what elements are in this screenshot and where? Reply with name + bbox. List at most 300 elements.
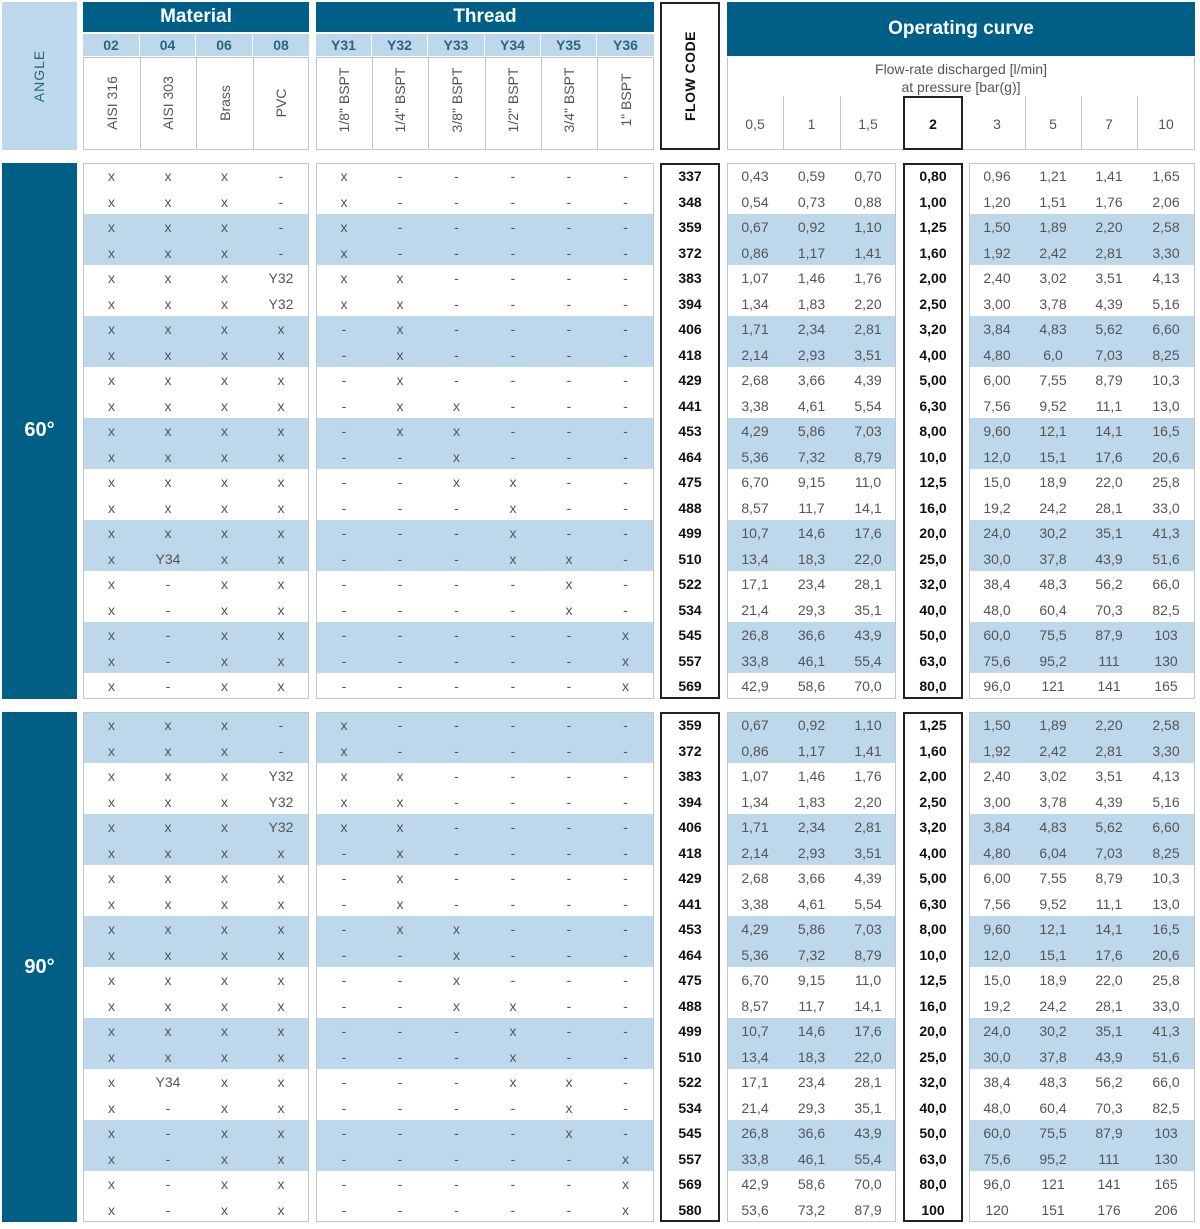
flow-rate-value: 21,4	[741, 601, 769, 618]
material-availability: x	[164, 1048, 172, 1065]
flow-rate-value: 1,25	[919, 717, 947, 733]
flow-rate-value: 176	[1097, 1201, 1121, 1218]
thread-availability: -	[566, 295, 572, 312]
pressure-label: 3	[993, 116, 1001, 132]
thread-availability: -	[623, 946, 628, 963]
thread-availability: -	[510, 742, 516, 759]
thread-availability: -	[454, 219, 459, 235]
flow-rate-value: 22,0	[854, 550, 882, 567]
material-availability: x	[164, 474, 172, 490]
flow-rate-value: 10,0	[919, 946, 947, 963]
thread-availability: -	[341, 1125, 347, 1141]
flow-rate-value: 4,39	[854, 372, 882, 388]
material-availability: x	[277, 1023, 285, 1039]
flow-rate-value: 1,20	[983, 193, 1011, 210]
operating-curve-title: Operating curve	[888, 18, 1034, 39]
thread-availability: x	[509, 499, 517, 516]
thread-availability: x	[453, 448, 460, 465]
flow-code-value: 406	[678, 819, 702, 835]
flow-rate-value: 36,6	[797, 627, 826, 643]
thread-availability: -	[566, 793, 572, 810]
material-availability: x	[164, 499, 172, 516]
material-availability: x	[221, 742, 228, 759]
thread-availability: -	[397, 1150, 403, 1167]
flow-rate-value: 58,6	[797, 1176, 826, 1192]
flow-rate-value: 25,8	[1152, 972, 1180, 988]
material-header	[83, 2, 309, 32]
thread-availability: -	[397, 997, 403, 1014]
thread-availability: -	[341, 1099, 347, 1116]
material-availability: x	[108, 550, 115, 567]
flow-rate-value: 8,00	[919, 423, 947, 439]
material-availability: x	[221, 1201, 228, 1218]
material-availability: x	[108, 1048, 115, 1065]
pressure-label: 10	[1158, 116, 1174, 132]
flow-rate-value: 24,2	[1039, 997, 1067, 1014]
material-availability: x	[221, 1125, 228, 1141]
flow-rate-value: 5,54	[854, 895, 882, 912]
material-availability: -	[165, 627, 171, 643]
material-availability: -	[165, 652, 171, 669]
thread-availability: -	[510, 1176, 516, 1192]
flow-rate-value: 2,93	[797, 346, 826, 363]
flow-rate-value: 1,10	[854, 717, 882, 733]
flow-rate-value: 0,67	[741, 717, 769, 733]
thread-availability: -	[566, 921, 572, 937]
thread-availability: -	[397, 1023, 403, 1039]
flow-rate-value: 58,6	[797, 678, 826, 694]
flow-rate-value: 3,84	[983, 819, 1011, 835]
flow-rate-value: 2,68	[741, 870, 769, 886]
flow-rate-value: 1,21	[1039, 168, 1067, 184]
thread-availability: -	[510, 921, 516, 937]
flow-rate-value: 1,65	[1152, 168, 1180, 184]
material-availability: x	[108, 1150, 115, 1167]
material-availability: x	[277, 550, 285, 567]
material-availability: x	[108, 793, 115, 810]
thread-availability: -	[397, 627, 403, 643]
material-availability: x	[221, 168, 228, 184]
flow-rate-value: 40,0	[919, 601, 947, 618]
material-name-label: AISI 316	[103, 76, 120, 130]
flow-rate-value: 3,00	[983, 295, 1011, 312]
flow-rate-value: 95,2	[1039, 1150, 1067, 1167]
column-divider	[1137, 96, 1138, 150]
flow-rate-value: 43,9	[854, 627, 882, 643]
thread-availability: -	[454, 1023, 459, 1039]
flow-rate-value: 206	[1154, 1201, 1178, 1218]
flow-rate-value: 10,3	[1152, 372, 1180, 388]
flow-rate-value: 4,39	[854, 870, 882, 886]
flow-rate-value: 9,60	[983, 921, 1011, 937]
column-divider	[372, 57, 373, 150]
thread-availability: -	[454, 627, 459, 643]
flow-rate-value: 32,0	[919, 1074, 947, 1090]
material-availability: -	[278, 168, 284, 184]
thread-availability: -	[454, 819, 459, 835]
flow-rate-value: 3,20	[919, 321, 947, 337]
material-availability: x	[108, 499, 115, 516]
thread-availability: -	[341, 1023, 347, 1039]
material-availability: x	[277, 372, 285, 388]
flow-rate-value: 28,1	[1095, 499, 1123, 516]
material-availability: x	[108, 423, 115, 439]
material-availability: x	[221, 244, 228, 261]
material-availability: x	[164, 270, 172, 286]
thread-availability: x	[509, 474, 517, 490]
material-availability: x	[277, 601, 285, 618]
flow-rate-value: 11,1	[1095, 397, 1123, 414]
material-availability: x	[108, 1023, 115, 1039]
material-availability: x	[164, 844, 172, 861]
flow-rate-value: 8,79	[854, 448, 882, 465]
flow-rate-value: 8,57	[741, 997, 769, 1014]
thread-availability: -	[454, 1150, 459, 1167]
thread-availability: x	[396, 921, 404, 937]
flow-rate-value: 0,54	[741, 193, 769, 210]
thread-availability: x	[396, 793, 404, 810]
thread-availability: -	[454, 525, 459, 541]
material-availability: x	[277, 1048, 285, 1065]
material-availability: x	[221, 844, 228, 861]
material-availability: x	[221, 295, 228, 312]
flow-rate-value: 2,20	[1095, 717, 1123, 733]
thread-availability: x	[622, 1150, 629, 1167]
thread-availability: -	[510, 717, 516, 733]
material-availability: x	[108, 921, 115, 937]
thread-availability: -	[454, 1074, 459, 1090]
thread-availability: -	[623, 525, 628, 541]
flow-rate-value: 21,4	[741, 1099, 769, 1116]
material-name-label: Brass	[216, 85, 233, 121]
flow-code-value: 545	[678, 1125, 702, 1141]
material-availability: x	[164, 321, 172, 337]
material-code-cell: 04	[140, 34, 195, 56]
flow-rate-value: 63,0	[919, 652, 947, 669]
thread-availability: x	[340, 793, 348, 810]
material-code-cell: 08	[253, 34, 309, 56]
thread-availability: -	[341, 397, 347, 414]
material-availability: -	[278, 219, 284, 235]
flow-rate-value: 1,71	[741, 819, 769, 835]
flow-rate-value: 0,80	[919, 168, 947, 184]
flow-rate-value: 87,9	[1095, 627, 1123, 643]
material-availability: -	[165, 1099, 171, 1116]
flow-rate-value: 33,0	[1152, 997, 1180, 1014]
flow-rate-value: 38,4	[983, 1074, 1011, 1090]
flow-code-value: 441	[678, 895, 702, 912]
flow-rate-value: 121	[1041, 678, 1065, 694]
flow-rate-value: 22,0	[854, 1048, 882, 1065]
thread-availability: x	[396, 895, 404, 912]
flow-code-value: 453	[678, 921, 702, 937]
thread-availability: -	[510, 295, 516, 312]
flow-rate-value: 4,83	[1039, 819, 1067, 835]
flow-rate-value: 7,56	[983, 397, 1011, 414]
thread-availability: -	[397, 244, 403, 261]
flow-rate-value: 10,7	[741, 1023, 769, 1039]
thread-availability: x	[396, 346, 404, 363]
thread-availability: x	[453, 921, 460, 937]
flow-code-value: 394	[678, 295, 702, 312]
material-availability: x	[221, 793, 228, 810]
thread-availability: -	[454, 270, 459, 286]
thread-availability: -	[510, 321, 516, 337]
flow-rate-value: 70,0	[854, 1176, 882, 1192]
thread-availability: x	[622, 652, 629, 669]
material-availability: x	[164, 946, 172, 963]
thread-availability: -	[341, 576, 347, 592]
flow-code-header	[660, 2, 720, 150]
material-availability: x	[108, 244, 115, 261]
thread-availability: -	[510, 601, 516, 618]
thread-availability: -	[454, 601, 459, 618]
flow-rate-value: 2,06	[1152, 193, 1180, 210]
flow-rate-value: 82,5	[1152, 601, 1180, 618]
material-availability: x	[164, 972, 172, 988]
thread-availability: -	[397, 717, 403, 733]
material-availability: x	[277, 1176, 285, 1192]
thread-availability: -	[397, 474, 403, 490]
thread-availability: -	[397, 678, 403, 694]
material-availability: x	[108, 1099, 115, 1116]
flow-rate-value: 51,6	[1152, 550, 1180, 567]
material-availability: x	[221, 499, 228, 516]
flow-code-value: 383	[678, 768, 702, 784]
flow-rate-value: 4,61	[797, 397, 826, 414]
flow-rate-value: 6,04	[1039, 844, 1067, 861]
flow-rate-value: 4,29	[741, 423, 769, 439]
thread-availability: x	[396, 295, 404, 312]
thread-availability: -	[454, 895, 459, 912]
flow-rate-value: 30,0	[983, 550, 1011, 567]
flow-rate-value: 13,4	[741, 550, 769, 567]
flow-rate-value: 1,71	[741, 321, 769, 337]
flow-rate-value: 15,0	[983, 474, 1011, 490]
flow-rate-value: 10,3	[1152, 870, 1180, 886]
thread-availability: -	[397, 1201, 403, 1218]
thread-availability: x	[340, 717, 348, 733]
thread-availability: -	[454, 717, 459, 733]
thread-availability: -	[623, 321, 628, 337]
thread-availability: -	[566, 321, 572, 337]
flow-rate-value: 2,42	[1039, 742, 1067, 759]
thread-availability: x	[565, 576, 573, 592]
material-availability: x	[277, 678, 285, 694]
thread-availability: -	[510, 193, 516, 210]
thread-availability: x	[622, 627, 629, 643]
thread-availability: -	[341, 1176, 347, 1192]
thread-availability: -	[341, 525, 347, 541]
thread-availability: x	[622, 678, 629, 694]
flow-rate-value: 35,1	[1095, 1023, 1123, 1039]
flow-rate-value: 2,00	[919, 768, 947, 784]
material-availability: x	[221, 423, 228, 439]
flow-rate-value: 1,07	[741, 270, 769, 286]
flow-rate-value: 38,4	[983, 576, 1011, 592]
flow-rate-value: 9,52	[1039, 397, 1067, 414]
flow-code-value: 488	[678, 997, 702, 1014]
material-availability: x	[277, 397, 285, 414]
thread-availability: x	[453, 474, 460, 490]
material-availability: x	[221, 601, 228, 618]
material-availability: x	[108, 193, 115, 210]
flow-rate-value: 1,92	[983, 742, 1011, 759]
flow-rate-value: 2,14	[741, 346, 769, 363]
flow-rate-value: 50,0	[919, 627, 947, 643]
flow-rate-value: 20,6	[1152, 448, 1180, 465]
flow-rate-value: 2,20	[1095, 219, 1123, 235]
flow-rate-value: 26,8	[741, 627, 769, 643]
flow-code-value: 569	[678, 678, 702, 694]
thread-availability: -	[397, 448, 403, 465]
flow-rate-value: 26,8	[741, 1125, 769, 1141]
thread-availability: -	[510, 346, 516, 363]
flow-rate-value: 3,78	[1039, 295, 1067, 312]
thread-availability: -	[566, 768, 572, 784]
flow-rate-value: 33,0	[1152, 499, 1180, 516]
flow-rate-value: 6,0	[1043, 346, 1063, 363]
flow-rate-value: 100	[921, 1201, 945, 1218]
flow-rate-value: 15,1	[1039, 946, 1067, 963]
flow-rate-value: 16,0	[919, 997, 947, 1014]
material-availability: x	[221, 768, 228, 784]
flow-rate-value: 1,51	[1039, 193, 1067, 210]
flow-rate-value: 7,56	[983, 895, 1011, 912]
flow-rate-value: 5,54	[854, 397, 882, 414]
flow-rate-value: 165	[1154, 678, 1178, 694]
flow-code-value: 580	[678, 1201, 702, 1218]
thread-availability: -	[566, 448, 572, 465]
thread-availability: -	[341, 627, 347, 643]
thread-availability: -	[623, 819, 628, 835]
thread-availability: -	[566, 270, 572, 286]
thread-availability: -	[623, 499, 628, 516]
flow-rate-value: 7,03	[854, 921, 882, 937]
thread-availability: -	[623, 1074, 628, 1090]
thread-availability: -	[341, 921, 347, 937]
flow-rate-value: 95,2	[1039, 652, 1067, 669]
thread-availability: -	[454, 576, 459, 592]
thread-availability: x	[565, 601, 573, 618]
flow-rate-value: 3,38	[741, 895, 769, 912]
thread-availability: -	[510, 219, 516, 235]
flow-rate-value: 2,81	[854, 819, 882, 835]
flow-rate-value: 24,2	[1039, 499, 1067, 516]
flow-code-value: 475	[678, 972, 702, 988]
flow-rate-value: 2,50	[919, 295, 947, 312]
curve-block-frame-b	[969, 712, 1195, 1222]
flow-rate-value: 13,4	[741, 1048, 769, 1065]
thread-availability: -	[341, 474, 347, 490]
flow-rate-value: 4,00	[919, 844, 947, 861]
thread-availability: x	[396, 397, 404, 414]
flow-rate-value: 37,8	[1039, 550, 1067, 567]
material-availability: x	[221, 372, 228, 388]
column-divider	[1025, 96, 1026, 150]
flow-rate-value: 24,0	[983, 525, 1011, 541]
flow-code-value: 499	[678, 525, 702, 541]
angle-cell	[2, 163, 77, 699]
flow-rate-value: 1,50	[983, 219, 1011, 235]
flow-rate-value: 1,60	[919, 742, 947, 759]
thread-availability: -	[510, 1125, 516, 1141]
material-availability: x	[221, 652, 228, 669]
operating-curve-subtitle-line2: at pressure [bar(g)]	[901, 79, 1021, 95]
thread-availability: -	[397, 652, 403, 669]
flow-rate-value: 60,4	[1039, 1099, 1067, 1116]
flow-rate-value: 75,6	[983, 652, 1011, 669]
material-name-label: PVC	[273, 88, 289, 118]
thread-availability: -	[454, 870, 459, 886]
thread-availability: -	[454, 499, 459, 516]
flow-rate-value: 4,29	[741, 921, 769, 937]
material-availability: x	[108, 295, 115, 312]
flow-rate-value: 46,1	[797, 652, 826, 669]
thread-availability: -	[341, 946, 347, 963]
flow-rate-value: 3,84	[983, 321, 1011, 337]
flow-rate-value: 4,39	[1095, 295, 1123, 312]
thread-availability: -	[623, 895, 628, 912]
flow-rate-value: 23,4	[797, 1074, 826, 1090]
thread-availability: -	[454, 844, 459, 861]
thread-availability: -	[341, 1201, 347, 1218]
flow-rate-value: 16,5	[1152, 423, 1180, 439]
material-availability: x	[108, 652, 115, 669]
column-divider	[597, 57, 598, 150]
thread-code-cell: Y33	[428, 34, 484, 56]
flow-rate-value: 41,3	[1152, 1023, 1180, 1039]
material-availability: x	[108, 397, 115, 414]
flow-rate-value: 18,9	[1039, 972, 1067, 988]
thread-availability: x	[622, 1176, 629, 1192]
material-availability: x	[221, 921, 228, 937]
column-divider	[428, 57, 429, 150]
thread-availability: -	[623, 474, 628, 490]
thread-availability: -	[566, 819, 572, 835]
flow-rate-value: 63,0	[919, 1150, 947, 1167]
thread-availability: -	[510, 1201, 516, 1218]
flow-rate-value: 43,9	[1095, 550, 1123, 567]
flow-rate-value: 8,79	[854, 946, 882, 963]
flow-code-value: 464	[678, 946, 702, 963]
flow-rate-value: 24,0	[983, 1023, 1011, 1039]
flow-rate-value: 2,00	[919, 270, 947, 286]
material-availability: x	[221, 819, 228, 835]
thread-availability: -	[510, 397, 516, 414]
flow-rate-value: 80,0	[919, 1176, 947, 1192]
flow-code-value: 441	[678, 397, 702, 414]
material-availability: -	[278, 717, 284, 733]
operating-curve-header	[727, 2, 1195, 56]
flow-rate-value: 35,1	[1095, 525, 1123, 541]
flow-rate-value: 25,8	[1152, 474, 1180, 490]
thread-availability: -	[566, 1176, 572, 1192]
flow-code-block-frame	[660, 712, 720, 1222]
material-availability: x	[277, 1125, 285, 1141]
flow-rate-value: 1,46	[797, 768, 826, 784]
flow-rate-value: 141	[1097, 1176, 1121, 1192]
thread-availability: x	[565, 550, 573, 567]
thread-availability: -	[454, 1099, 459, 1116]
thread-availability: -	[623, 219, 628, 235]
flow-rate-value: 3,66	[797, 372, 826, 388]
material-availability: x	[221, 1074, 228, 1090]
flow-rate-value: 6,60	[1152, 321, 1180, 337]
flow-rate-value: 80,0	[919, 678, 947, 694]
flow-rate-value: 1,76	[854, 270, 882, 286]
material-availability: x	[277, 1201, 285, 1218]
